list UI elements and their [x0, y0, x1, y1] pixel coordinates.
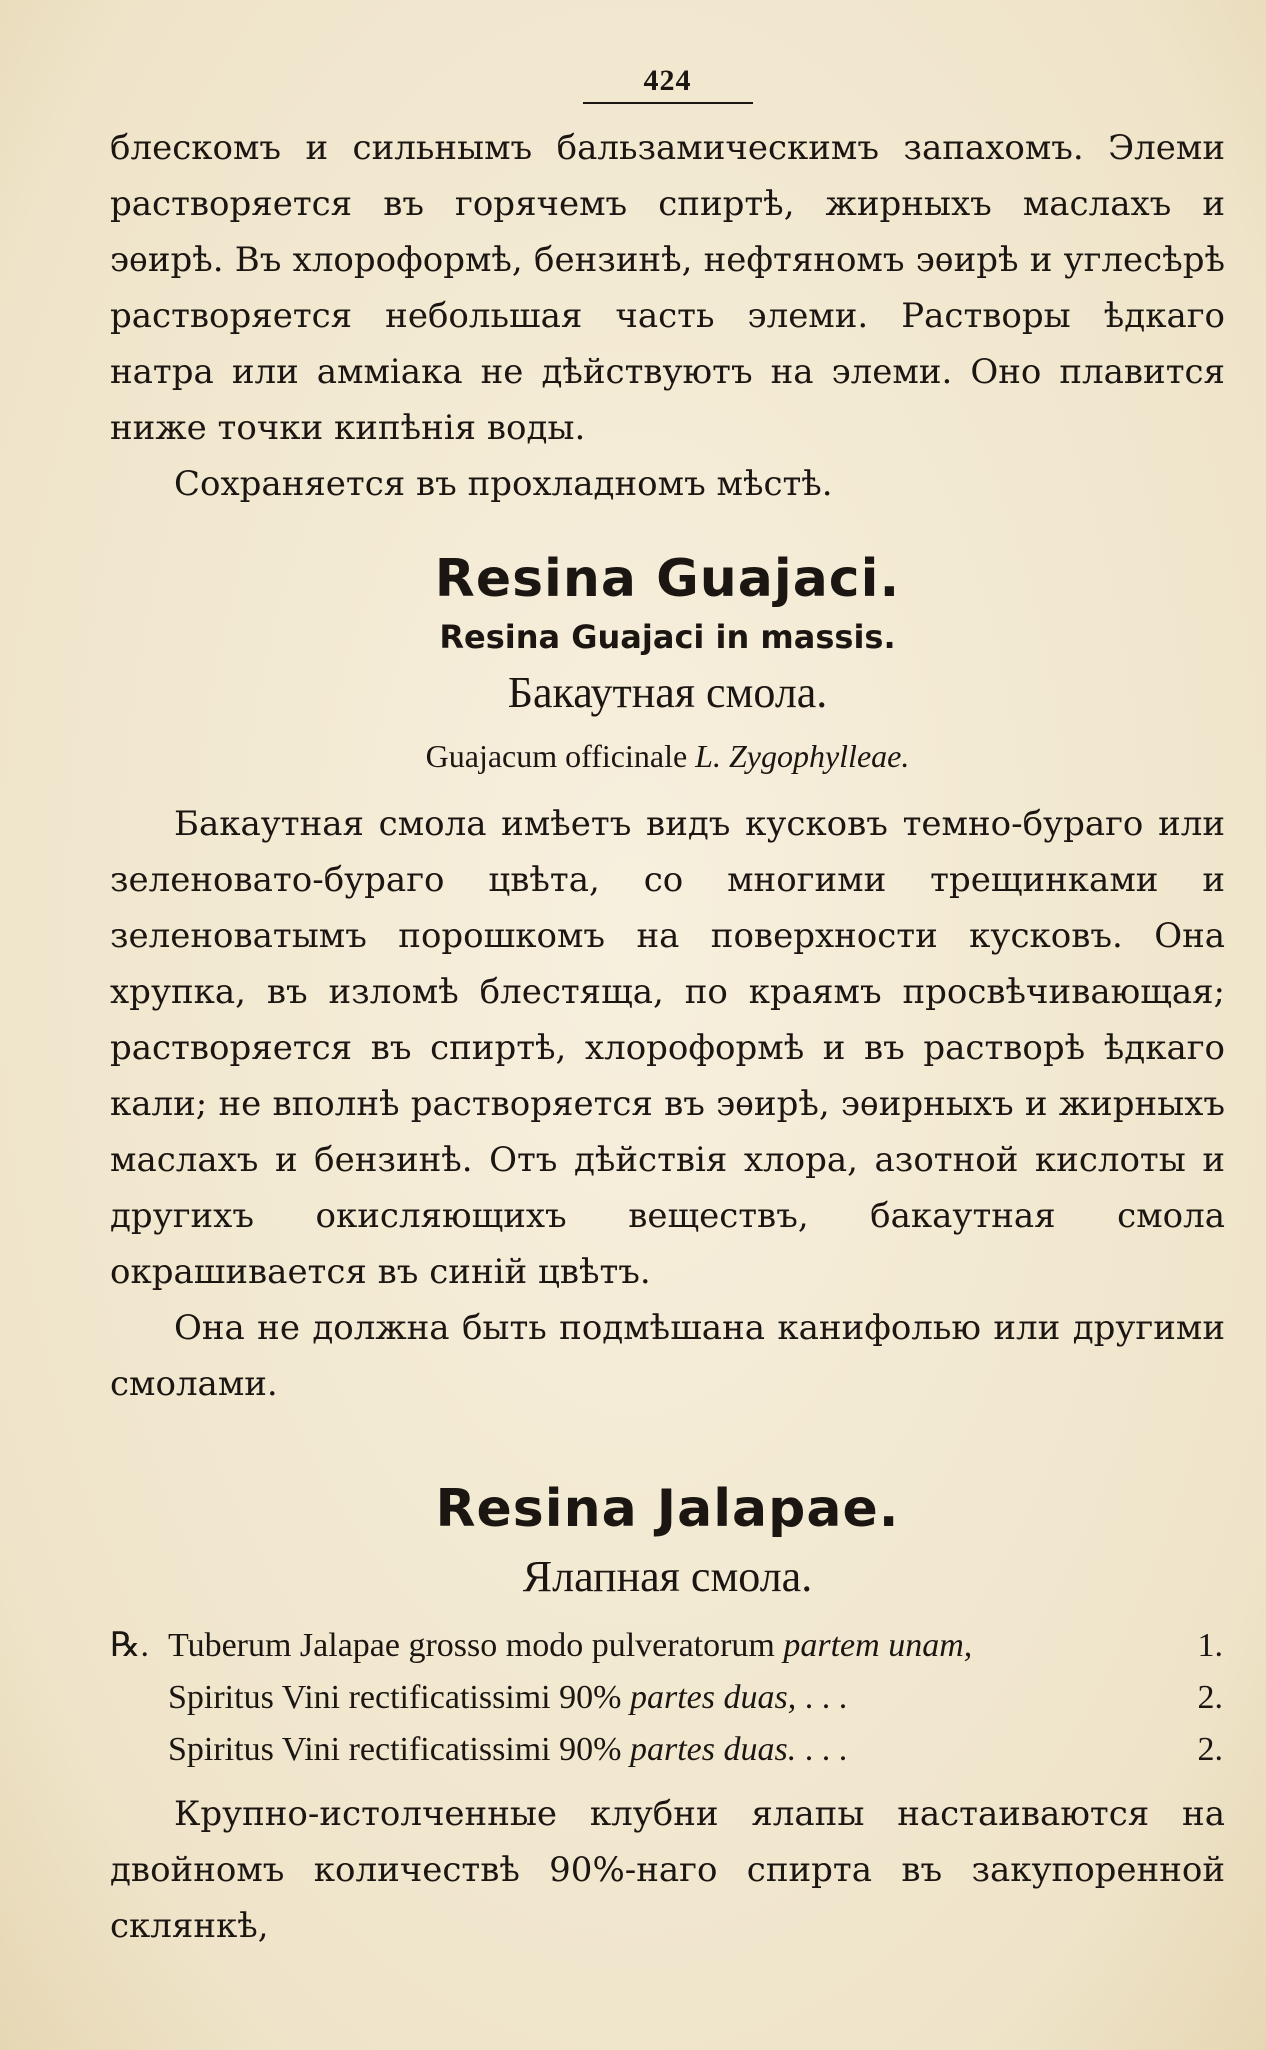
- recipe-ingredient: Spiritus Vini rectificatissimi 90% partes duas, . . .: [168, 1679, 848, 1716]
- plant-source-guajaci: [110, 726, 1225, 786]
- text-column: [110, 60, 1225, 1954]
- recipe-line: [110, 1724, 1225, 1776]
- paragraph-elemi-properties: блескомъ и сильнымъ бальзамическимъ запахомъ. Элеми растворяется въ горячемъ спиртѣ, жирныхъ маслахъ и эѳирѣ. Въ хлороформѣ, бензинѣ, нефтяномъ эѳирѣ и углесѣрѣ растворяется небольшая часть элеми. Растворы ѣдкаго натра или амміака не дѣйствуютъ на элеми. Оно плавится ниже точки кипѣнія воды.: [110, 128, 1225, 448]
- subheading-guajaci-in-massis: Resina Guajaci in massis.: [439, 618, 896, 656]
- paragraph-elemi-storage: Сохраняется въ прохладномъ мѣстѣ.: [174, 464, 833, 504]
- page-number: 424: [643, 64, 692, 97]
- paragraph-jalapae-preparation: Крупно-истолченные клубни ялапы настаиваются на двойномъ количествѣ 90%-наго спирта въ закупоренной склянкѣ,: [110, 1794, 1225, 1946]
- recipe-line: [110, 1672, 1225, 1724]
- russian-title-guajaci: Бакаутная смола.: [507, 668, 828, 717]
- russian-title-jalapae: Ялапная смола.: [522, 1552, 813, 1601]
- recipe-line: [110, 1620, 1225, 1672]
- paragraph-guajaci-description: Бакаутная смола имѣетъ видъ кусковъ темно-бураго или зеленовато-бураго цвѣта, со многими трещинками и зеленоватымъ порошкомъ на поверхности кусковъ. Она хрупка, въ изломѣ блестяща, по краямъ просвѣчивающая; растворяется въ спиртѣ, хлороформѣ и въ растворѣ ѣдкаго кали; не вполнѣ растворяется въ эѳирѣ, эѳирныхъ и жирныхъ маслахъ и бензинѣ. Отъ дѣйствія хлора, азотной кислоты и другихъ окисляющихъ веществъ, бакаутная смола окрашивается въ синій цвѣтъ.: [110, 804, 1225, 1292]
- plant-name: Guajacum officinale: [425, 738, 688, 774]
- page-number-rule: [583, 102, 753, 104]
- recipe-amount: 2.: [1197, 1731, 1223, 1768]
- recipe-block: [110, 1620, 1225, 1776]
- recipe-symbol: ℞.: [110, 1627, 149, 1664]
- recipe-amount: 2.: [1197, 1679, 1223, 1716]
- recipe-ingredient: Spiritus Vini rectificatissimi 90% partes duas. . . .: [168, 1731, 848, 1768]
- plant-author-family: L. Zygophylleae.: [695, 738, 910, 774]
- heading-resina-guajaci: Resina Guajaci.: [434, 549, 901, 609]
- recipe-amount: 1.: [1197, 1627, 1223, 1664]
- paragraph-guajaci-adulteration: Она не должна быть подмѣшана канифолью или другими смолами.: [110, 1308, 1225, 1404]
- heading-resina-jalapae: Resina Jalapae.: [435, 1479, 900, 1539]
- recipe-ingredient: Tuberum Jalapae grosso modo pulveratorum partem unam,: [168, 1627, 973, 1664]
